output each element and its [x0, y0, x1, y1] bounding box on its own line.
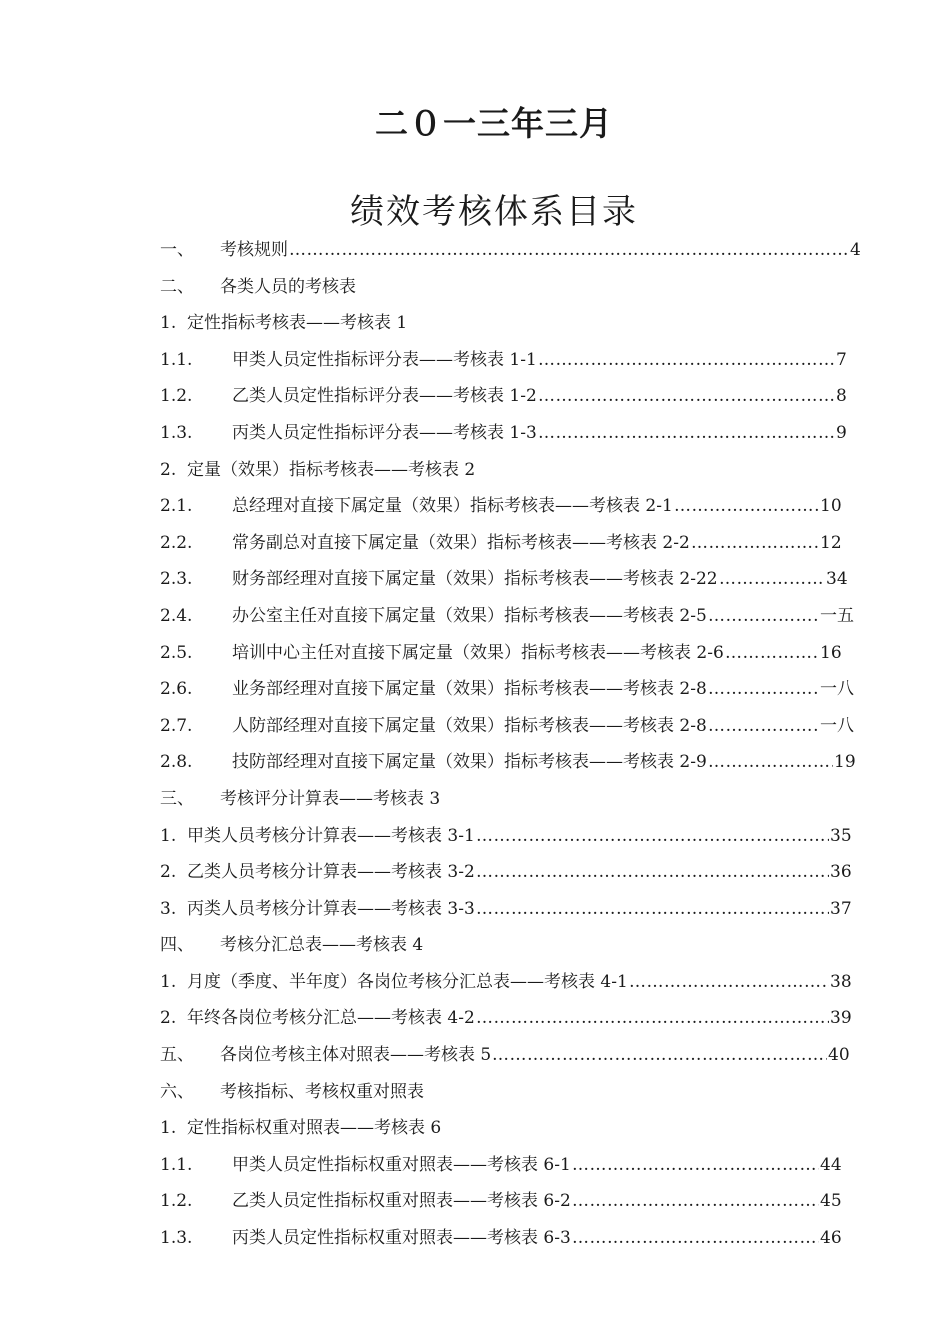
toc-entry-number: 1. — [160, 313, 177, 334]
toc-entry-label: 财务部经理对直接下属定量（效果）指标考核表——考核表 2-22 — [232, 569, 718, 590]
toc-entry-number: 2.3. — [160, 569, 193, 590]
toc-leader-dots — [708, 671, 819, 708]
toc-entry[interactable] — [160, 305, 870, 342]
toc-leader-dots — [719, 561, 825, 598]
toc-entry[interactable] — [160, 232, 870, 269]
toc-entry[interactable] — [160, 1074, 870, 1111]
toc-entry[interactable] — [160, 671, 870, 708]
toc-entry[interactable] — [160, 708, 870, 745]
toc-entry-label: 考核评分计算表——考核表 3 — [220, 788, 441, 809]
toc-entry-page: 46 — [820, 1228, 842, 1249]
toc-entry-page: 19 — [834, 752, 856, 773]
toc-entry-number: 一、 — [160, 240, 194, 260]
toc-entry[interactable] — [160, 269, 870, 306]
toc-entry-number: 1.2. — [160, 1191, 193, 1212]
toc-entry-label: 定性指标权重对照表——考核表 6 — [187, 1118, 442, 1139]
toc-entry-page: 36 — [830, 862, 852, 883]
toc-entry[interactable] — [160, 1037, 870, 1074]
toc-title: 绩效考核体系目录 — [350, 192, 638, 232]
toc-entry-label: 办公室主任对直接下属定量（效果）指标考核表——考核表 2-5 — [232, 605, 707, 626]
toc-leader-dots — [572, 1147, 819, 1184]
toc-entry-page: 一五 — [820, 605, 854, 626]
toc-entry[interactable] — [160, 598, 870, 635]
toc-entry-number: 五、 — [160, 1045, 194, 1066]
toc-leader-dots — [476, 1000, 829, 1037]
toc-leader-dots — [476, 891, 829, 928]
toc-entry-label: 考核分汇总表——考核表 4 — [220, 935, 424, 956]
toc-entry-page: 一八 — [820, 679, 854, 700]
toc-entry-number: 1. — [160, 971, 177, 992]
toc-leader-dots — [538, 378, 835, 415]
toc-entry-number: 1.1. — [160, 349, 193, 370]
toc-entry[interactable] — [160, 415, 870, 452]
toc-entry[interactable] — [160, 488, 870, 525]
toc-entry-label: 甲类人员定性指标权重对照表——考核表 6-1 — [232, 1154, 571, 1175]
toc-entry[interactable] — [160, 561, 870, 598]
toc-leader-dots — [572, 1183, 819, 1220]
toc-entry-label: 月度（季度、半年度）各岗位考核分汇总表——考核表 4-1 — [187, 971, 628, 992]
toc-entry-label: 培训中心主任对直接下属定量（效果）指标考核表——考核表 2-6 — [232, 642, 724, 663]
toc-leader-dots — [289, 232, 849, 269]
toc-entry-label: 年终各岗位考核分汇总——考核表 4-2 — [187, 1008, 475, 1029]
toc-entry-number: 六、 — [160, 1081, 194, 1102]
toc-leader-dots — [725, 635, 819, 672]
toc-entry-label: 乙类人员定性指标权重对照表——考核表 6-2 — [232, 1191, 571, 1212]
toc-leader-dots — [691, 525, 819, 562]
toc-entry[interactable] — [160, 891, 870, 928]
toc-entry-page: 37 — [830, 898, 852, 919]
toc-entry-label: 乙类人员考核分计算表——考核表 3-2 — [187, 862, 475, 883]
toc-entry[interactable] — [160, 1110, 870, 1147]
toc-entry-page: 39 — [830, 1008, 852, 1029]
toc-entry-label: 业务部经理对直接下属定量（效果）指标考核表——考核表 2-8 — [232, 679, 707, 700]
toc-entry-number: 四、 — [160, 935, 194, 956]
toc-entry-page: 10 — [820, 496, 842, 517]
toc-entry-page: 12 — [820, 532, 842, 553]
toc-entry-page: 7 — [836, 349, 847, 370]
toc-entry-label: 考核规则 — [220, 240, 288, 260]
toc-entry[interactable] — [160, 452, 870, 489]
toc-entry-page: 16 — [820, 642, 842, 663]
document-date: 二０一三年三月 — [375, 104, 613, 143]
toc-leader-dots — [674, 488, 819, 525]
toc-entry-label: 各岗位考核主体对照表——考核表 5 — [220, 1045, 492, 1066]
toc-entry-number: 2.8. — [160, 752, 193, 773]
toc-entry-number: 2.6. — [160, 679, 193, 700]
toc-entry-label: 总经理对直接下属定量（效果）指标考核表——考核表 2-1 — [232, 496, 673, 517]
toc-entry[interactable] — [160, 818, 870, 855]
toc-leader-dots — [708, 708, 819, 745]
table-of-contents — [160, 232, 870, 1257]
toc-entry-number: 3. — [160, 898, 177, 919]
toc-entry-label: 常务副总对直接下属定量（效果）指标考核表——考核表 2-2 — [232, 532, 690, 553]
toc-entry-page: 45 — [820, 1191, 842, 1212]
toc-entry-number: 2.2. — [160, 532, 193, 553]
toc-entry-number: 1.3. — [160, 1228, 193, 1249]
toc-entry-page: 44 — [820, 1154, 842, 1175]
toc-entry-number: 2. — [160, 1008, 177, 1029]
toc-entry-label: 定量（效果）指标考核表——考核表 2 — [187, 459, 476, 480]
toc-leader-dots — [538, 342, 835, 379]
toc-entry-label: 甲类人员定性指标评分表——考核表 1-1 — [232, 349, 537, 370]
toc-entry[interactable] — [160, 1000, 870, 1037]
toc-entry-page: 9 — [836, 422, 847, 443]
toc-entry[interactable] — [160, 964, 870, 1001]
toc-entry-number: 1. — [160, 1118, 177, 1139]
toc-entry-label: 技防部经理对直接下属定量（效果）指标考核表——考核表 2-9 — [232, 752, 707, 773]
toc-entry[interactable] — [160, 927, 870, 964]
toc-entry-label: 考核指标、考核权重对照表 — [220, 1081, 424, 1102]
toc-entry[interactable] — [160, 1147, 870, 1184]
toc-entry-page: 40 — [828, 1045, 850, 1066]
toc-entry-page: 35 — [830, 825, 852, 846]
toc-entry-label: 丙类人员定性指标权重对照表——考核表 6-3 — [232, 1228, 571, 1249]
toc-entry[interactable] — [160, 342, 870, 379]
toc-entry[interactable] — [160, 1220, 870, 1257]
toc-entry[interactable] — [160, 854, 870, 891]
toc-entry-label: 甲类人员考核分计算表——考核表 3-1 — [187, 825, 475, 846]
toc-entry-number: 三、 — [160, 788, 194, 809]
toc-leader-dots — [538, 415, 835, 452]
toc-entry-number: 2. — [160, 862, 177, 883]
toc-entry-page: 一八 — [820, 715, 854, 736]
toc-leader-dots — [492, 1037, 827, 1074]
toc-entry-number: 1.2. — [160, 386, 193, 407]
toc-entry-number: 2. — [160, 459, 177, 480]
toc-entry-number: 2.7. — [160, 715, 193, 736]
toc-entry-number: 1.3. — [160, 422, 193, 443]
toc-entry-number: 1. — [160, 825, 177, 846]
toc-entry[interactable] — [160, 378, 870, 415]
toc-entry-label: 各类人员的考核表 — [220, 276, 356, 297]
toc-entry-label: 人防部经理对直接下属定量（效果）指标考核表——考核表 2-8 — [232, 715, 707, 736]
toc-entry-number: 2.4. — [160, 605, 193, 626]
toc-entry-number: 1.1. — [160, 1154, 193, 1175]
toc-entry-number: 2.1. — [160, 496, 193, 517]
toc-entry[interactable] — [160, 525, 870, 562]
toc-leader-dots — [476, 818, 829, 855]
toc-entry-label: 定性指标考核表——考核表 1 — [187, 313, 408, 334]
toc-entry-label: 丙类人员考核分计算表——考核表 3-3 — [187, 898, 475, 919]
toc-entry-label: 乙类人员定性指标评分表——考核表 1-2 — [232, 386, 537, 407]
toc-entry[interactable] — [160, 781, 870, 818]
toc-entry-page: 4 — [850, 240, 861, 260]
toc-entry[interactable] — [160, 1183, 870, 1220]
toc-leader-dots — [572, 1220, 819, 1257]
toc-leader-dots — [476, 854, 829, 891]
toc-entry-label: 丙类人员定性指标评分表——考核表 1-3 — [232, 422, 537, 443]
toc-leader-dots — [708, 598, 819, 635]
toc-entry[interactable] — [160, 744, 870, 781]
toc-entry[interactable] — [160, 635, 870, 672]
toc-entry-page: 34 — [826, 569, 848, 590]
toc-entry-page: 8 — [836, 386, 847, 407]
toc-entry-number: 二、 — [160, 276, 194, 297]
toc-leader-dots — [708, 744, 833, 781]
toc-entry-page: 38 — [830, 971, 852, 992]
toc-leader-dots — [629, 964, 829, 1001]
toc-entry-number: 2.5. — [160, 642, 193, 663]
